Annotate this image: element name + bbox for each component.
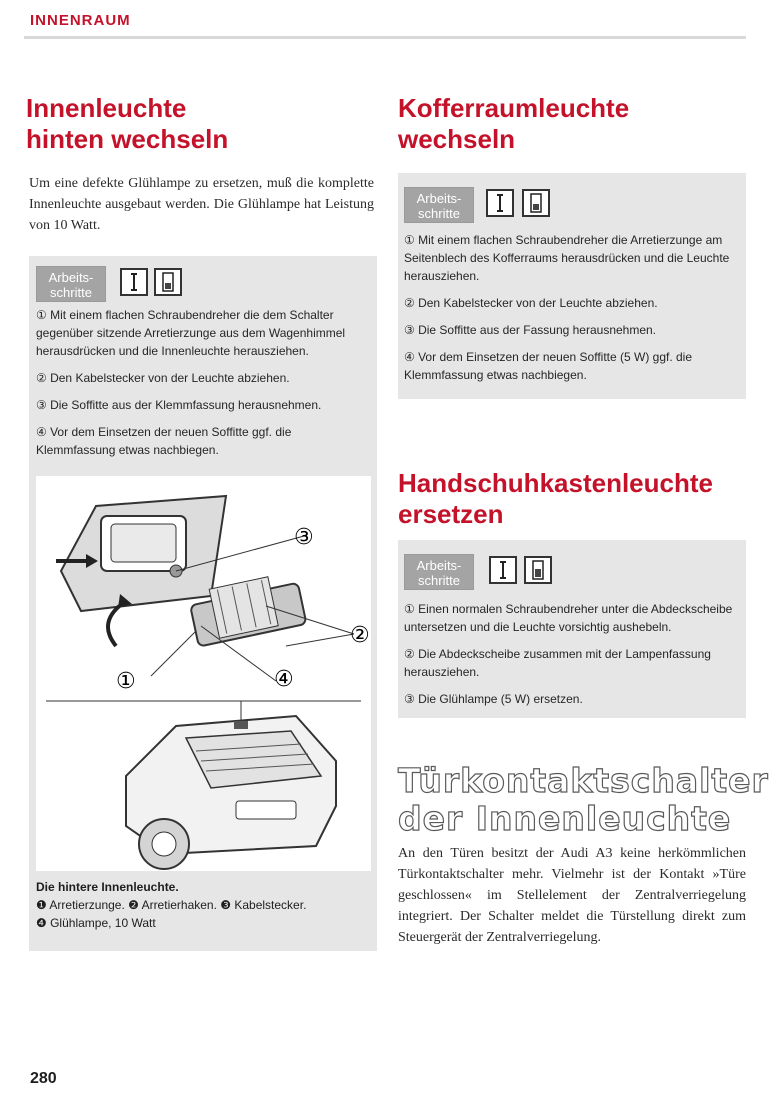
heading-line-1: Innenleuchte — [26, 93, 187, 123]
handschuh-steps-box — [398, 540, 746, 718]
callout-1: ① — [116, 669, 136, 694]
step-2: ② Den Kabelstecker von der Leuchte abziehen. — [36, 371, 290, 385]
heading-handschuhkastenleuchte — [398, 468, 713, 530]
heading-line-2: ersetzen — [398, 499, 504, 529]
step-1: ① Mit einem flachen Schraubendreher die dem Schalter gegenüber sitzende Arretierzunge aus dem Wagenhimmel herausdrücken und die Innenleuchte herausziehen. — [36, 308, 346, 358]
kofferraum-steps-box — [398, 173, 746, 399]
step-1: ① Einen normalen Schraubendreher unter die Abdeckscheibe untersetzen und die Leuchte vorsichtig aushebeln. — [404, 602, 733, 634]
step-1: ① Mit einem flachen Schraubendreher die Arretierzunge am Seitenblech des Kofferraums herausdrücken und die Leuchte herausziehen. — [404, 233, 730, 283]
heading-line-1: Handschuhkastenleuchte — [398, 468, 713, 498]
heading-line-1: Kofferraumleuchte — [398, 93, 630, 123]
heading-kofferraumleuchte — [398, 93, 629, 155]
step-3: ③ Die Soffitte aus der Klemmfassung herausnehmen. — [36, 398, 322, 412]
section-title: INNENRAUM — [30, 12, 131, 29]
step-2: ② Den Kabelstecker von der Leuchte abziehen. — [404, 296, 658, 310]
kofferraum-steps-list — [404, 231, 739, 393]
header-bar — [24, 10, 746, 39]
heading-line-2: hinten wechseln — [26, 124, 229, 154]
step-4: ④ Vor dem Einsetzen der neuen Soffitte (5 W) ggf. die Klemmfassung etwas nachbiegen. — [404, 350, 693, 382]
screwdriver-icon — [120, 268, 148, 296]
tuerkontakt-text: An den Türen besitzt der Audi A3 keine herkömmlichen Türkontaktschalter mehr. Vielmehr ist der Kontakt »Türe geschlossen« im Stellelement der Zentralverriegelung integriert. Der Schalter meldet die Türstellung direkt zum Steuergerät der Zentralverriegelung. — [398, 846, 746, 945]
time-icon — [524, 556, 552, 584]
heading-line-2: der Innenleuchte — [398, 799, 732, 838]
step-4: ④ Vor dem Einsetzen der neuen Soffitte ggf. die Klemmfassung etwas nachbiegen. — [36, 425, 292, 457]
screwdriver-icon — [486, 189, 514, 217]
heading-line-1: Türkontaktschalter — [398, 761, 769, 800]
time-icon — [154, 268, 182, 296]
caption-line-2: ❹ Glühlampe, 10 Watt — [36, 916, 156, 930]
arbeits-badge: Arbeits-schritte — [36, 266, 106, 302]
left-steps-box — [29, 256, 377, 951]
screwdriver-icon — [489, 556, 517, 584]
heading-innenleuchte — [26, 93, 228, 155]
interior-light-illustration — [36, 476, 371, 871]
callout-4: ④ — [274, 667, 294, 692]
caption-line-1: ❶ Arretierzunge. ❷ Arretierhaken. ❸ Kabelstecker. — [36, 898, 307, 912]
intro-text: Um eine defekte Glühlampe zu ersetzen, muß die komplette Innenleuchte ausgebaut werden. Die Glühlampe hat Leistung von 10 Watt. — [29, 176, 374, 233]
heading-line-2: wechseln — [398, 124, 516, 154]
arbeits-badge: Arbeits-schritte — [404, 554, 474, 590]
callout-3: ③ — [294, 525, 314, 550]
handschuh-steps-list — [404, 600, 739, 717]
callout-2: ② — [350, 623, 370, 648]
left-steps-list — [36, 306, 369, 468]
time-icon — [522, 189, 550, 217]
heading-tuerkontaktschalter — [398, 762, 769, 838]
caption-title: Die hintere Innenleuchte. — [36, 880, 179, 894]
arbeits-badge: Arbeits-schritte — [404, 187, 474, 223]
page-number: 280 — [30, 1070, 57, 1087]
step-3: ③ Die Glühlampe (5 W) ersetzen. — [404, 692, 583, 706]
step-2: ② Die Abdeckscheibe zusammen mit der Lampenfassung herausziehen. — [404, 647, 711, 679]
step-3: ③ Die Soffitte aus der Fassung herausnehmen. — [404, 323, 657, 337]
figure-caption — [36, 878, 366, 932]
